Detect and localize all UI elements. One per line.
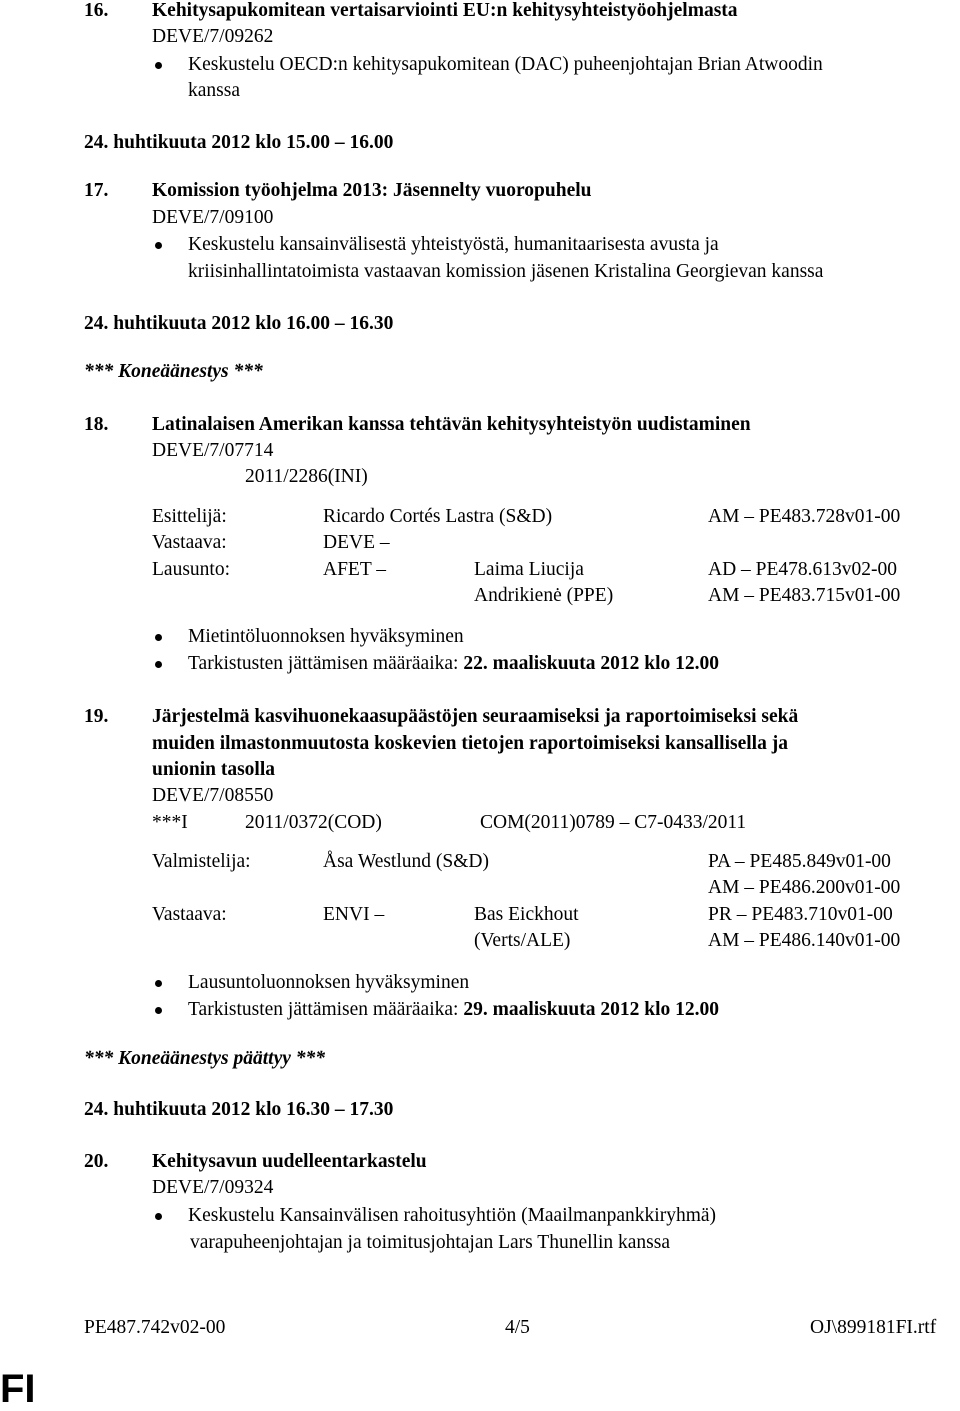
item-19-stars: ***I bbox=[152, 812, 188, 833]
deadline-label: Tarkistusten jättämisen määräaika: bbox=[188, 653, 464, 674]
item-18-title: Latinalaisen Amerikan kanssa tehtävän kehitysyhteistyön uudistaminen bbox=[152, 414, 751, 435]
item-17-bullet-line-1: Keskustelu kansainvälisestä yhteistyöstä, humanitaarisesta avusta ja bbox=[188, 234, 719, 255]
item-19-role-doc: AM – PE486.200v01-00 bbox=[708, 877, 901, 898]
bullet-icon bbox=[155, 1007, 162, 1014]
item-18-bullet: Mietintöluonnoksen hyväksyminen bbox=[188, 626, 464, 647]
item-19-com-ref: COM(2011)0789 – C7-0433/2011 bbox=[480, 812, 747, 833]
item-17-title: Komission työohjelma 2013: Jäsennelty vuoropuhelu bbox=[152, 180, 592, 201]
item-20-bullet-line-1: Keskustelu Kansainvälisen rahoitusyhtiön (Maailmanpankkiryhmä) bbox=[188, 1205, 717, 1226]
item-17-number: 17. bbox=[84, 180, 109, 201]
item-19-title-line-2: muiden ilmastonmuutosta koskevien tietojen raportoimiseksi kansallisella ja bbox=[152, 733, 788, 754]
item-19-role-name: (Verts/ALE) bbox=[474, 930, 571, 951]
item-18-role-label: Lausunto: bbox=[152, 559, 230, 580]
item-18-deadline bbox=[188, 653, 719, 675]
item-18-role-label: Esittelijä: bbox=[152, 506, 227, 527]
bullet-icon bbox=[155, 980, 162, 987]
bullet-icon bbox=[155, 634, 162, 641]
item-18-role-name: Laima Liucija bbox=[474, 559, 584, 580]
voting-start: *** Koneäänestys *** bbox=[84, 361, 263, 382]
item-18-role-committee: DEVE – bbox=[323, 532, 390, 553]
language-code: FI bbox=[0, 1367, 36, 1411]
item-18-number: 18. bbox=[84, 414, 109, 435]
time-slot-3: 24. huhtikuuta 2012 klo 16.30 – 17.30 bbox=[84, 1099, 394, 1120]
item-19-role-label: Vastaava: bbox=[152, 904, 227, 925]
item-19-procedure: 2011/0372(COD) bbox=[245, 812, 382, 833]
footer-file-name: OJ\899181FI.rtf bbox=[810, 1317, 937, 1338]
item-18-role-doc: AM – PE483.715v01-00 bbox=[708, 585, 901, 606]
item-18-role-label: Vastaava: bbox=[152, 532, 227, 553]
item-18-procedure: 2011/2286(INI) bbox=[245, 466, 368, 487]
item-19-role-committee: ENVI – bbox=[323, 904, 385, 925]
item-16-code: DEVE/7/09262 bbox=[152, 26, 274, 47]
item-17-bullet-line-2: kriisinhallintatoimista vastaavan komission jäsenen Kristalina Georgievan kanssa bbox=[188, 261, 824, 282]
footer-page-number: 4/5 bbox=[505, 1317, 530, 1338]
time-slot-1: 24. huhtikuuta 2012 klo 15.00 – 16.00 bbox=[84, 132, 394, 153]
item-17-code: DEVE/7/09100 bbox=[152, 207, 274, 228]
item-20-code: DEVE/7/09324 bbox=[152, 1177, 274, 1198]
item-19-role-label: Valmistelija: bbox=[152, 851, 251, 872]
item-19-role-name: Åsa Westlund (S&D) bbox=[323, 851, 489, 872]
time-slot-2: 24. huhtikuuta 2012 klo 16.00 – 16.30 bbox=[84, 313, 394, 334]
deadline-label: Tarkistusten jättämisen määräaika: bbox=[188, 999, 464, 1020]
deadline-value: 29. maaliskuuta 2012 klo 12.00 bbox=[463, 999, 720, 1020]
item-19-title-line-1: Järjestelmä kasvihuonekaasupäästöjen seuraamiseksi ja raportoimiseksi sekä bbox=[152, 706, 799, 727]
item-18-role-doc: AD – PE478.613v02-00 bbox=[708, 559, 898, 580]
item-20-title: Kehitysavun uudelleentarkastelu bbox=[152, 1151, 427, 1172]
item-19-role-doc: PR – PE483.710v01-00 bbox=[708, 904, 893, 925]
footer-doc-ref: PE487.742v02-00 bbox=[84, 1317, 226, 1338]
item-19-role-doc: AM – PE486.140v01-00 bbox=[708, 930, 901, 951]
bullet-icon bbox=[155, 661, 162, 668]
item-16-bullet-line-2: kanssa bbox=[188, 80, 240, 101]
bullet-icon bbox=[155, 1213, 162, 1220]
item-19-deadline bbox=[188, 999, 719, 1021]
item-18-role-committee: AFET – bbox=[323, 559, 387, 580]
bullet-icon bbox=[155, 242, 162, 249]
item-19-number: 19. bbox=[84, 706, 109, 727]
item-16-title: Kehitysapukomitean vertaisarviointi EU:n kehitysyhteistyöohjelmasta bbox=[152, 0, 738, 21]
item-19-role-name: Bas Eickhout bbox=[474, 904, 579, 925]
item-20-bullet-line-2: varapuheenjohtajan ja toimitusjohtajan Lars Thunellin kanssa bbox=[190, 1232, 670, 1253]
item-16-bullet-line-1: Keskustelu OECD:n kehitysapukomitean (DAC) puheenjohtajan Brian Atwoodin bbox=[188, 54, 823, 75]
item-18-role-doc: AM – PE483.728v01-00 bbox=[708, 506, 901, 527]
item-18-code: DEVE/7/07714 bbox=[152, 440, 274, 461]
item-19-title-line-3: unionin tasolla bbox=[152, 759, 276, 780]
voting-end: *** Koneäänestys päättyy *** bbox=[84, 1048, 326, 1069]
item-16-number: 16. bbox=[84, 0, 109, 21]
item-18-role-name: Ricardo Cortés Lastra (S&D) bbox=[323, 506, 553, 527]
item-19-code: DEVE/7/08550 bbox=[152, 785, 274, 806]
deadline-value: 22. maaliskuuta 2012 klo 12.00 bbox=[463, 653, 720, 674]
item-20-number: 20. bbox=[84, 1151, 109, 1172]
item-19-role-doc: PA – PE485.849v01-00 bbox=[708, 851, 891, 872]
bullet-icon bbox=[155, 62, 162, 69]
item-18-role-name: Andrikienė (PPE) bbox=[474, 585, 614, 606]
item-19-bullet: Lausuntoluonnoksen hyväksyminen bbox=[188, 972, 470, 993]
